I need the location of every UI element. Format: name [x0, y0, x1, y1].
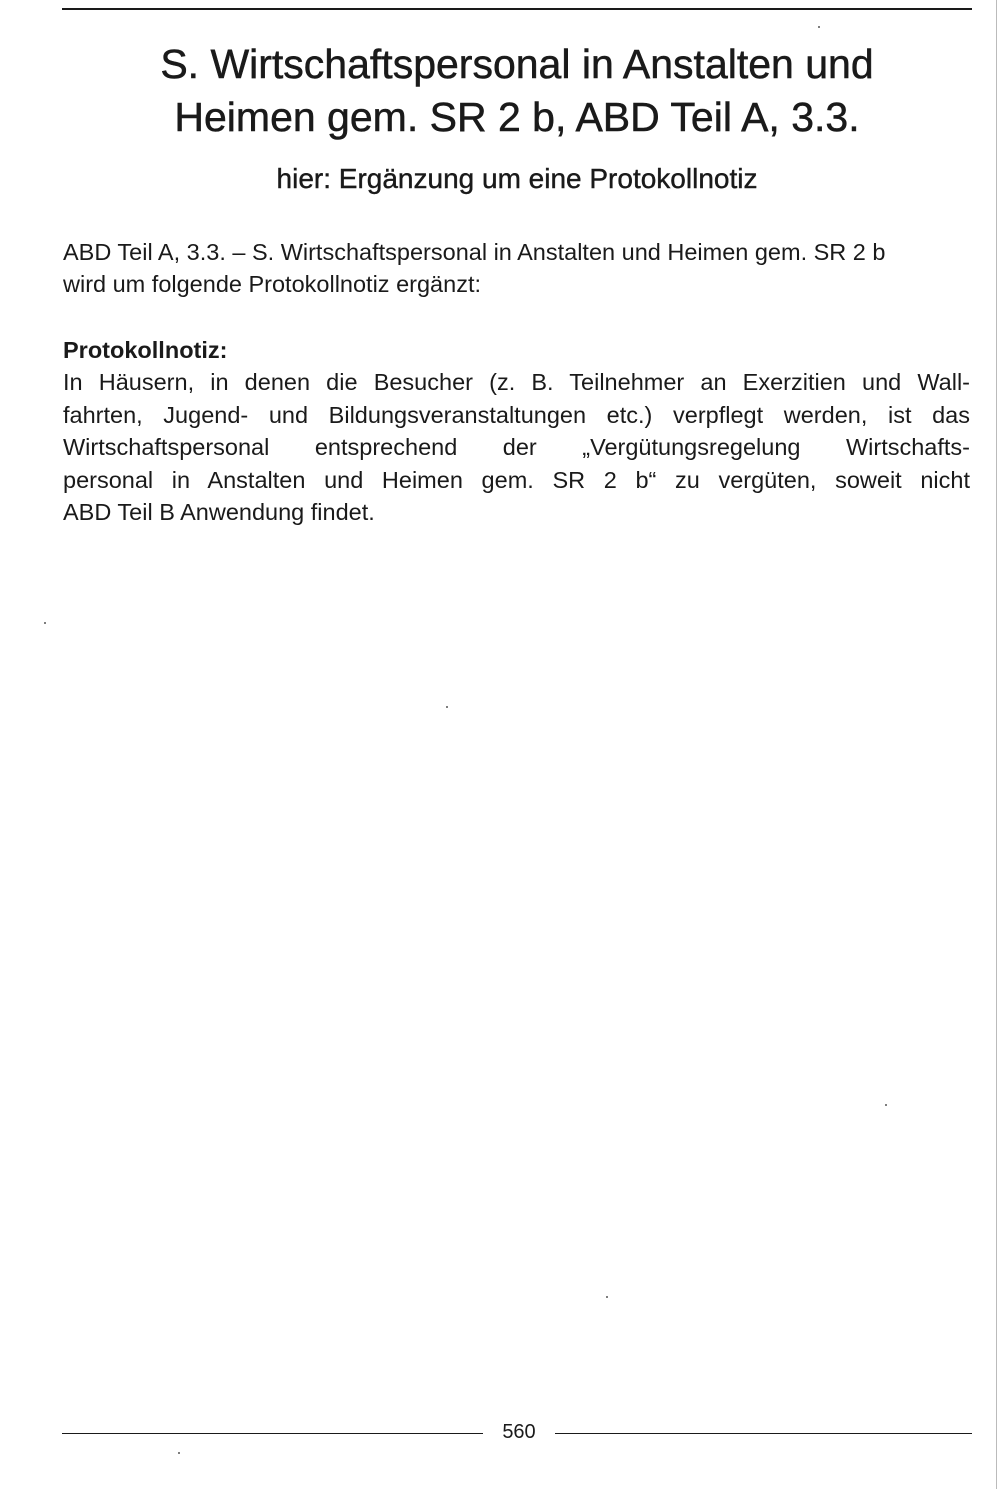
page-subtitle: hier: Ergänzung um eine Protokollnotiz: [276, 163, 758, 194]
page-edge: [996, 0, 997, 1489]
note-line: ABD Teil B Anwendung findet.: [63, 499, 375, 525]
footer-rule-left: [62, 1433, 483, 1434]
note-heading: Protokollnotiz:: [63, 337, 228, 363]
top-rule: [62, 8, 972, 10]
page-title-line-1: S. Wirtschaftspersonal in Anstalten und: [160, 41, 874, 87]
note-line: fahrten, Jugend- und Bildungsveranstaltungen etc.) verpflegt werden, ist das: [63, 401, 970, 428]
note-body: [63, 366, 970, 529]
note-line: Wirtschaftspersonal entsprechend der „Vergütungsregelung Wirtschafts-: [63, 434, 970, 460]
page-number: 560: [502, 1421, 536, 1443]
footer-rule-right: [555, 1433, 972, 1434]
page-title-line-2: Heimen gem. SR 2 b, ABD Teil A, 3.3.: [174, 94, 860, 140]
scan-speck: [446, 706, 448, 708]
intro-line: wird um folgende Protokollnotiz ergänzt:: [63, 271, 481, 297]
page-title: [62, 38, 972, 144]
note-line: In Häusern, in denen die Besucher (z. B. Teilnehmer an Exerzitien und Wall-: [63, 369, 970, 395]
intro-line: ABD Teil A, 3.3. – S. Wirtschaftspersonal in Anstalten und Heimen gem. SR 2 b: [63, 239, 886, 265]
intro-paragraph: [63, 236, 973, 300]
note-line: personal in Anstalten und Heimen gem. SR 2 b“ zu vergüten, soweit nicht: [63, 466, 970, 493]
scan-speck: [606, 1296, 608, 1298]
scan-speck: [44, 622, 46, 624]
scan-speck: [885, 1104, 887, 1106]
scan-speck: [178, 1452, 180, 1454]
scan-speck: [818, 26, 820, 28]
